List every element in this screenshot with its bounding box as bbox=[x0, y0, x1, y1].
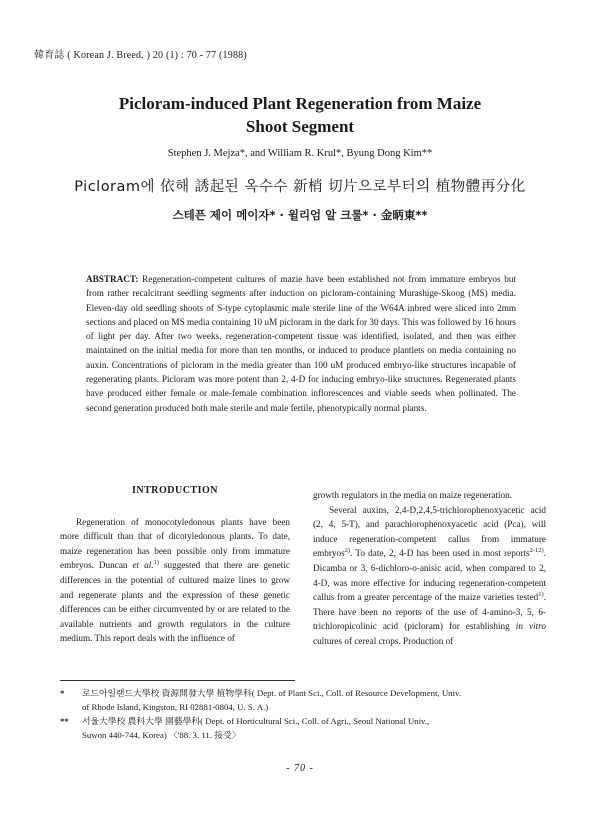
footnote-divider bbox=[60, 680, 295, 681]
abstract-label: ABSTRACT: bbox=[86, 274, 139, 284]
reference-marker: 1) bbox=[153, 559, 159, 567]
text-run: . To date, 2, 4-D has been used in most reports bbox=[350, 548, 530, 559]
in-vitro-term: in vitro bbox=[515, 621, 546, 632]
footnote-line: 로드아일랜드大學校 資源開發大學 植物學科( Dept. of Plant Sci., Coll. of Resource Development, Univ. bbox=[82, 688, 462, 698]
et-al: et al. bbox=[132, 560, 154, 571]
abstract bbox=[86, 272, 516, 415]
footnote-1 bbox=[60, 686, 550, 714]
abstract-text: Regeneration-competent cultures of mazie have been established not from immature embryos but from rather recalcitrant seedling segments after induction on picloram-containing Murashige-Skoog (MS) media. Eleven-day old seedling shoots of S-type cytoplasmic male sterile line of the W64A inbred were sliced into 2mm sections and placed on MS media containing 10 uM picloram in the dark for 30 days. This was followed by 16 hours of light per day. After two weeks, regeneration-competent tissue was identified, isolated, and then was either maintained on the initial media for more than ten months, or induced to produce plantlets on media containing no auxin. Concentrations of picloram in the media greater than 100 uM produced embryo-like structures incapable of regenerating plants. Picloram was more potent than 2, 4-D for inducing embryo-like structures. Regenerated plants have produced either female or male-female combination inflorescences and viable seeds when pollinated. The second generation produced both male sterile and male fertile, phenotypically normal plants. bbox=[86, 274, 517, 413]
intro-paragraph-1-continued: growth regulators in the media on maize regeneration. bbox=[313, 490, 512, 500]
reference-marker: 1) bbox=[538, 591, 544, 599]
text-run: suggested that there are genetic differences in the potential of cultured maize lines to grow and regenerate plants and the expression of these genetic differences can be either circumvented by or are related to the available nutrients and growth regulators in the culture medium. This report deals with the influence of bbox=[60, 560, 290, 644]
footnote-mark: ** bbox=[60, 716, 69, 726]
right-column bbox=[313, 488, 546, 649]
page-number: - 70 - bbox=[286, 763, 314, 774]
intro-paragraph-2 bbox=[313, 503, 546, 649]
reference-marker: 2) bbox=[344, 547, 351, 555]
korean-title: Picloram에 依해 誘起된 옥수수 新梢 切片으로부터의 植物體再分化 bbox=[74, 179, 526, 195]
title-line-1: Picloram-induced Plant Regeneration from Maize bbox=[118, 94, 482, 113]
korean-author-list: 스테픈 제이 메이자* · 윌리엄 알 크룰* · 金昞東** bbox=[172, 208, 428, 222]
text-run: Several auxins, 2,4-D,2,4,5-trichlorophenoxyacetic acid (2, 4, 5-T), and parachlorophenoxyacetic acid (Pca), will induce regeneration-competent callus from immature embryos bbox=[313, 504, 546, 559]
title-line-2: Shoot Segment bbox=[245, 117, 355, 136]
text-run: . There have been no reports of the use of 4-amino-3, 5, 6-trichloropicolinic acid (picloram) for establishing bbox=[313, 592, 546, 632]
author-list: Stephen J. Mejza*, and William R. Krul*, Byung Dong Kim** bbox=[167, 148, 433, 159]
text-run: Regeneration of monocotyledonous plants have been more difficult than that of dicotyledonous plants. To date, maize regeneration has been possible only from immature embryos. Duncan bbox=[60, 516, 290, 571]
footnote-line: of Rhode Island, Kingston, RI 02881-0804, U. S. A.) bbox=[82, 702, 269, 712]
footnotes bbox=[60, 686, 550, 742]
section-heading-introduction: INTRODUCTION bbox=[131, 485, 218, 496]
intro-paragraph-1 bbox=[60, 515, 290, 646]
footnote-2 bbox=[60, 714, 550, 742]
journal-citation: 韓育誌 ( Korean J. Breed. ) 20 (1) : 70 - 77 (1988) bbox=[34, 50, 247, 61]
footnote-text bbox=[82, 686, 550, 714]
reference-marker: 2-12) bbox=[529, 547, 544, 555]
text-run: . Dicamba or 3, 6-dichloro-o-anisic acid, when compared to 2, 4-D, was more effective for inducing regeneration-competent callus from a greater percentage of the maize varieties tested bbox=[313, 548, 546, 603]
footnote-mark: * bbox=[60, 688, 65, 698]
paper-title bbox=[0, 92, 600, 138]
footnote-text bbox=[82, 714, 550, 742]
left-column bbox=[60, 484, 290, 646]
footnote-line: Suwon 440-744, Korea) 〈'88. 3. 11. 接受〉 bbox=[82, 730, 241, 740]
text-run: cultures of cereal crops. Production of bbox=[313, 635, 454, 646]
footnote-line: 서울大學校 農科大學 園藝學科( Dept. of Horticultural Sci., Coll. of Agri., Seoul National Univ., bbox=[82, 716, 430, 726]
